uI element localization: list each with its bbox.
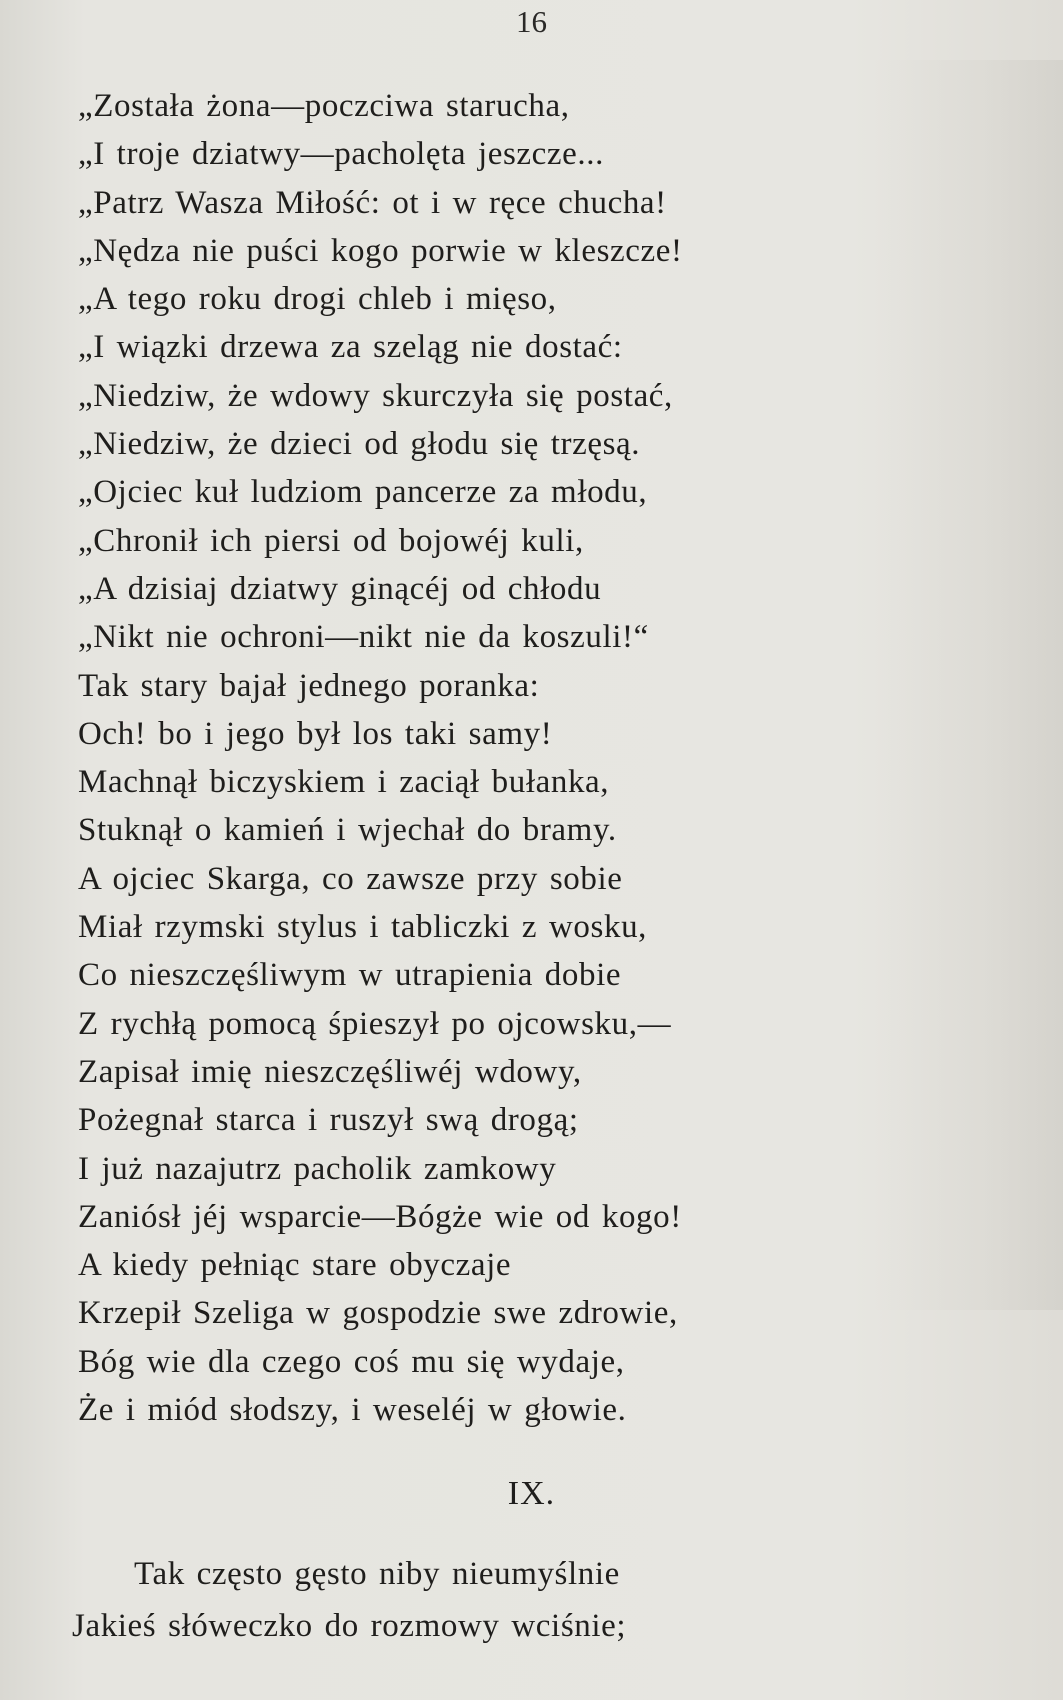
verse-line: „Chronił ich piersi od bojowéj kuli, — [78, 522, 584, 559]
verse-line: Zaniósł jéj wsparcie—Bógże wie od kogo! — [78, 1198, 682, 1235]
verse-line: „Nikt nie ochroni—nikt nie da koszuli!“ — [78, 619, 649, 656]
poem-stanza-2 — [72, 1548, 626, 1652]
verse-line: Zapisał imię nieszczęśliwéj wdowy, — [78, 1053, 582, 1090]
verse-line: Jakieś słóweczko do rozmowy wciśnie; — [72, 1608, 627, 1644]
verse-line: Machnął biczyskiem i zaciął bułanka, — [78, 764, 610, 801]
verse-line: Miał rzymski stylus i tabliczki z wosku, — [78, 909, 648, 946]
page-number: 16 — [516, 4, 547, 39]
verse-line: A ojciec Skarga, co zawsze przy sobie — [78, 860, 623, 897]
verse-line: „Ojciec kuł ludziom pancerze za młodu, — [78, 474, 648, 511]
verse-line: „Nędza nie puści kogo porwie w kleszcze! — [78, 232, 683, 269]
verse-line: A kiedy pełniąc stare obyczaje — [78, 1247, 512, 1284]
verse-line: Tak stary bajał jednego poranka: — [78, 667, 540, 704]
verse-line: Z rychłą pomocą śpieszył po ojcowsku,— — [78, 1005, 672, 1042]
verse-line: Tak często gęsto niby nieumyślnie — [134, 1556, 620, 1592]
verse-line: Co nieszczęśliwym w utrapienia dobie — [78, 957, 622, 994]
verse-line: Że i miód słodszy, i weseléj w głowie. — [78, 1392, 627, 1429]
verse-line: Krzepił Szeliga w gospodzie swe zdrowie, — [78, 1295, 678, 1332]
verse-line: „I troje dziatwy—pacholęta jeszcze... — [78, 136, 604, 173]
verse-line: Pożegnał starca i ruszył swą drogą; — [78, 1102, 579, 1139]
verse-line: „A tego roku drogi chleb i mięso, — [78, 281, 557, 318]
verse-line: Bóg wie dla czego coś mu się wydaje, — [78, 1343, 625, 1380]
verse-line: „Niedziw, że dzieci od głodu się trzęsą. — [78, 426, 641, 463]
verse-line: „I wiązki drzewa za szeląg nie dostać: — [78, 329, 623, 366]
verse-line: Och! bo i jego był los taki samy! — [78, 715, 553, 752]
section-heading: IX. — [507, 1475, 556, 1512]
poem-stanza-1 — [78, 82, 978, 1434]
verse-line: „Niedziw, że wdowy skurczyła się postać, — [78, 377, 673, 414]
verse-line: „Patrz Wasza Miłość: ot i w ręce chucha! — [78, 184, 667, 221]
verse-line: „Została żona—poczciwa starucha, — [78, 88, 570, 124]
verse-line: I już nazajutrz pacholik zamkowy — [78, 1150, 557, 1187]
verse-line: „A dzisiaj dziatwy ginącéj od chłodu — [78, 570, 602, 607]
verse-line: Stuknął o kamień i wjechał do bramy. — [78, 812, 617, 849]
